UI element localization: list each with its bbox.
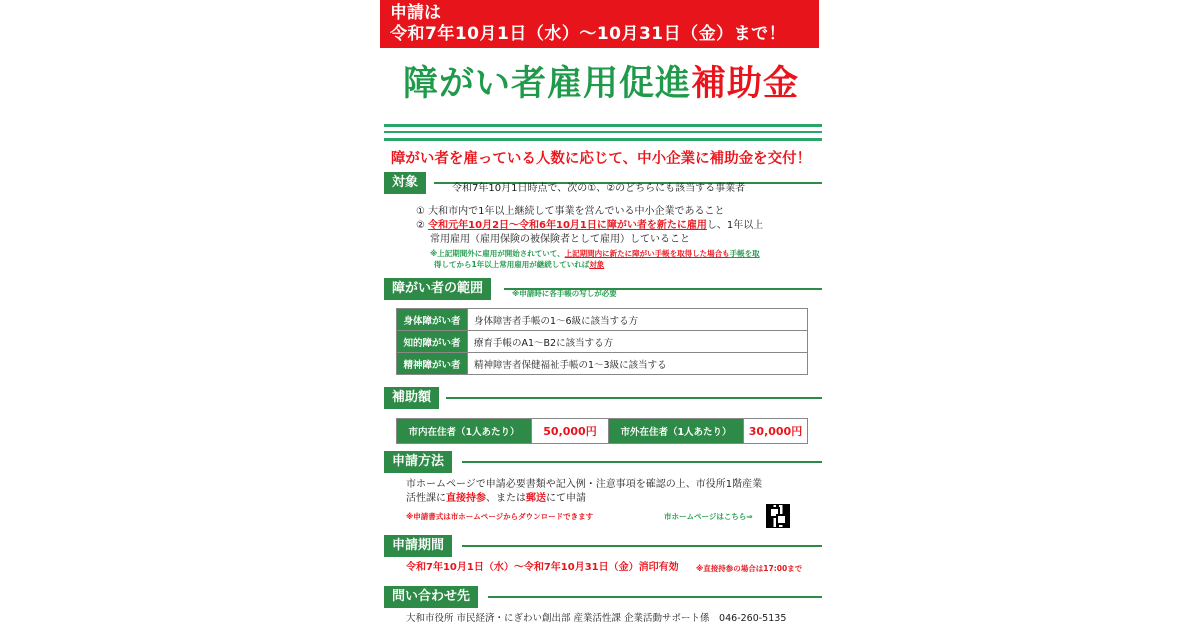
page-title — [380, 62, 822, 106]
deadline-banner — [380, 0, 819, 48]
table-row — [397, 419, 808, 444]
method-direct: 直接持参 — [446, 493, 486, 504]
target-note-green3: 得してから1年以上常用雇用が継続していれば — [434, 260, 590, 269]
section-rule — [462, 545, 822, 547]
lead-text: 障がい者を雇っている人数に応じて、中小企業に補助金を交付！ — [390, 151, 812, 167]
scope-head-2: 知的障がい者 — [397, 331, 468, 353]
scope-table — [396, 308, 808, 375]
amount-out-value: 30,000円 — [744, 419, 808, 444]
amount-in-head: 市内在住者（1人あたり） — [397, 419, 532, 444]
title-green: 障がい者雇用促進 — [402, 64, 691, 104]
section-contact — [384, 586, 822, 608]
title-rule-1 — [384, 124, 822, 127]
method-line2-e: にて申請 — [546, 493, 586, 504]
title-rule-3 — [384, 138, 822, 141]
target-note-red2: 対象 — [589, 260, 605, 269]
amount-in-value: 50,000円 — [532, 419, 609, 444]
banner-line1: 申請は — [390, 3, 441, 23]
target-item2 — [416, 219, 763, 233]
amount-out-head: 市外在住者（1人あたり） — [609, 419, 744, 444]
target-note-red1: 上記期間内に新たに障がい手帳を取得した場合も — [564, 249, 730, 258]
section-method-label: 申請方法 — [384, 451, 452, 473]
title-rule-2 — [384, 131, 822, 133]
scope-head-3: 精神障がい者 — [397, 353, 468, 375]
section-period — [384, 535, 822, 557]
amount-table — [396, 418, 808, 444]
method-line2-a: 活性課に — [406, 493, 446, 504]
section-rule — [488, 596, 822, 598]
period-note: ※直接持参の場合は17:00まで — [696, 564, 803, 573]
title-red: 補助金 — [691, 64, 800, 104]
period-text: 令和7年10月1日（水）～令和7年10月31日（金）消印有効 — [406, 562, 679, 573]
target-item2-line2: 常用雇用（雇用保険の被保険者として雇用）していること — [430, 234, 690, 245]
section-rule — [446, 397, 822, 399]
method-note: ※申請書式は市ホームページからダウンロードできます — [406, 512, 594, 521]
target-note-line2 — [434, 259, 604, 270]
section-target-label: 対象 — [384, 172, 426, 194]
table-row — [397, 353, 808, 375]
scope-desc-3: 精神障害者保健福祉手帳の1～3級に該当する — [468, 353, 808, 375]
flyer — [380, 0, 822, 630]
scope-desc-2: 療育手帳のA1～B2に該当する方 — [468, 331, 808, 353]
contact-text: 大和市役所 市民経済・にぎわい創出部 産業活性課 企業活動サポート係 046-260-5135 — [406, 613, 787, 624]
section-period-label: 申請期間 — [384, 535, 452, 557]
target-intro: 令和7年10月1日時点で、次の①、②のどちらにも該当する事業者 — [452, 183, 746, 194]
target-item2-rest: し、1年以上 — [706, 220, 764, 231]
homepage-link[interactable]: 市ホームページはこちら⇒ — [664, 512, 753, 521]
method-line1: 市ホームページで申請必要書類や記入例・注意事項を確認の上、市役所1階産業 — [406, 479, 763, 490]
target-note-green2: 手帳を取 — [729, 249, 760, 258]
scope-note: ※申請時に各手帳の写しが必要 — [512, 289, 617, 298]
section-rule — [462, 461, 822, 463]
target-note — [430, 248, 760, 259]
scope-head-1: 身体障がい者 — [397, 309, 468, 331]
method-line2 — [406, 492, 586, 506]
scope-desc-1: 身体障害者手帳の1～6級に該当する方 — [468, 309, 808, 331]
section-method — [384, 451, 822, 473]
table-row — [397, 309, 808, 331]
target-item2-prefix: ② — [416, 220, 429, 231]
qr-code-icon[interactable] — [766, 504, 790, 528]
section-contact-label: 問い合わせ先 — [384, 586, 478, 608]
method-mail: 郵送 — [526, 493, 546, 504]
section-amount — [384, 387, 822, 409]
target-note-green1: ※上記期間外に雇用が開始されていて、 — [430, 249, 565, 258]
table-row — [397, 331, 808, 353]
section-amount-label: 補助額 — [384, 387, 439, 409]
banner-line2: 令和7年10月1日（水）～10月31日（金）まで！ — [390, 24, 787, 44]
target-item1: ① 大和市内で1年以上継続して事業を営んでいる中小企業であること — [416, 206, 725, 217]
section-scope-label: 障がい者の範囲 — [384, 278, 491, 300]
target-item2-red: 令和元年10月2日～令和6年10月1日に障がい者を新たに雇用 — [428, 220, 707, 231]
method-line2-c: 、または — [486, 493, 526, 504]
